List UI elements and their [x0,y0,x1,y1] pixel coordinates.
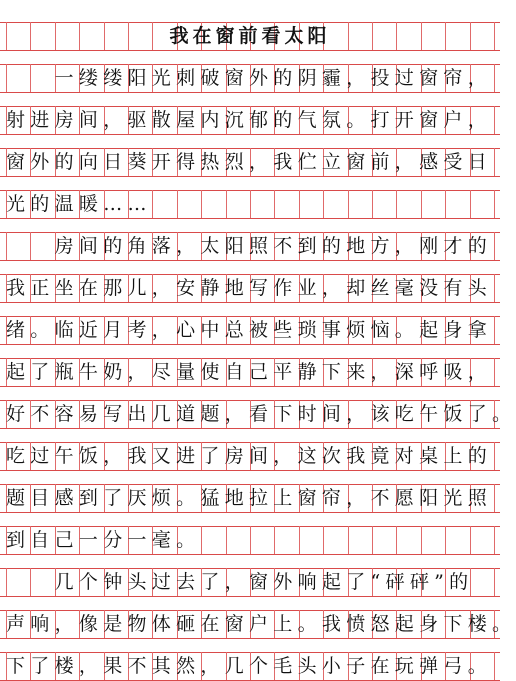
row-bottom-line [0,218,500,219]
row-bottom-line [0,260,500,261]
essay-line: 好不容易写出几道题，看下时间，该吃午饭了。 [6,403,516,425]
row-bottom-line [0,92,500,93]
row-bottom-line [0,134,500,135]
essay-line: 一缕缕阳光刺破窗外的阴霾，投过窗帘， [6,67,493,89]
essay-line: 到自己一分一毫。 [6,529,201,551]
row-bottom-line [0,554,500,555]
essay-line: 窗外的向日葵开得热烈，我伫立窗前，感受日 [6,151,493,173]
row-bottom-line [0,386,500,387]
essay-line: 吃过午饭，我又进了房间，这次我竟对桌上的 [6,445,493,467]
essay-line: 绪。临近月考，心中总被些琐事烦恼。起身拿 [6,319,493,341]
row-bottom-line [0,596,500,597]
essay-line: 我正坐在那儿，安静地写作业，却丝毫没有头 [6,277,493,299]
row-bottom-line [0,470,500,471]
essay-line: 射进房间，驱散屋内沉郁的气氛。打开窗户， [6,109,493,131]
row-bottom-line [0,638,500,639]
essay-title: 我在窗前看太阳 [169,25,331,47]
essay-line: 起了瓶牛奶，尽量使自己平静下来，深呼吸， [6,361,493,383]
row-bottom-line [0,344,500,345]
row-bottom-line [0,512,500,513]
essay-line: 光的温暖…… [6,193,152,215]
row-bottom-line [0,428,500,429]
essay-line: 房间的角落，太阳照不到的地方，刚才的 [6,235,493,257]
essay-line: 题目感到了厌烦。猛地拉上窗帘，不愿阳光照 [6,487,493,509]
essay-line: 下了楼，果不其然，几个毛头小子在玩弹弓。 [6,655,493,677]
row-bottom-line [0,50,500,51]
essay-line: 声响，像是物体砸在窗户上。我愤怒起身下楼。 [6,613,516,635]
row-bottom-line [0,176,500,177]
row-bottom-line [0,302,500,303]
essay-line: 几个钟头过去了，窗外响起了“砰砰”的 [6,571,474,593]
